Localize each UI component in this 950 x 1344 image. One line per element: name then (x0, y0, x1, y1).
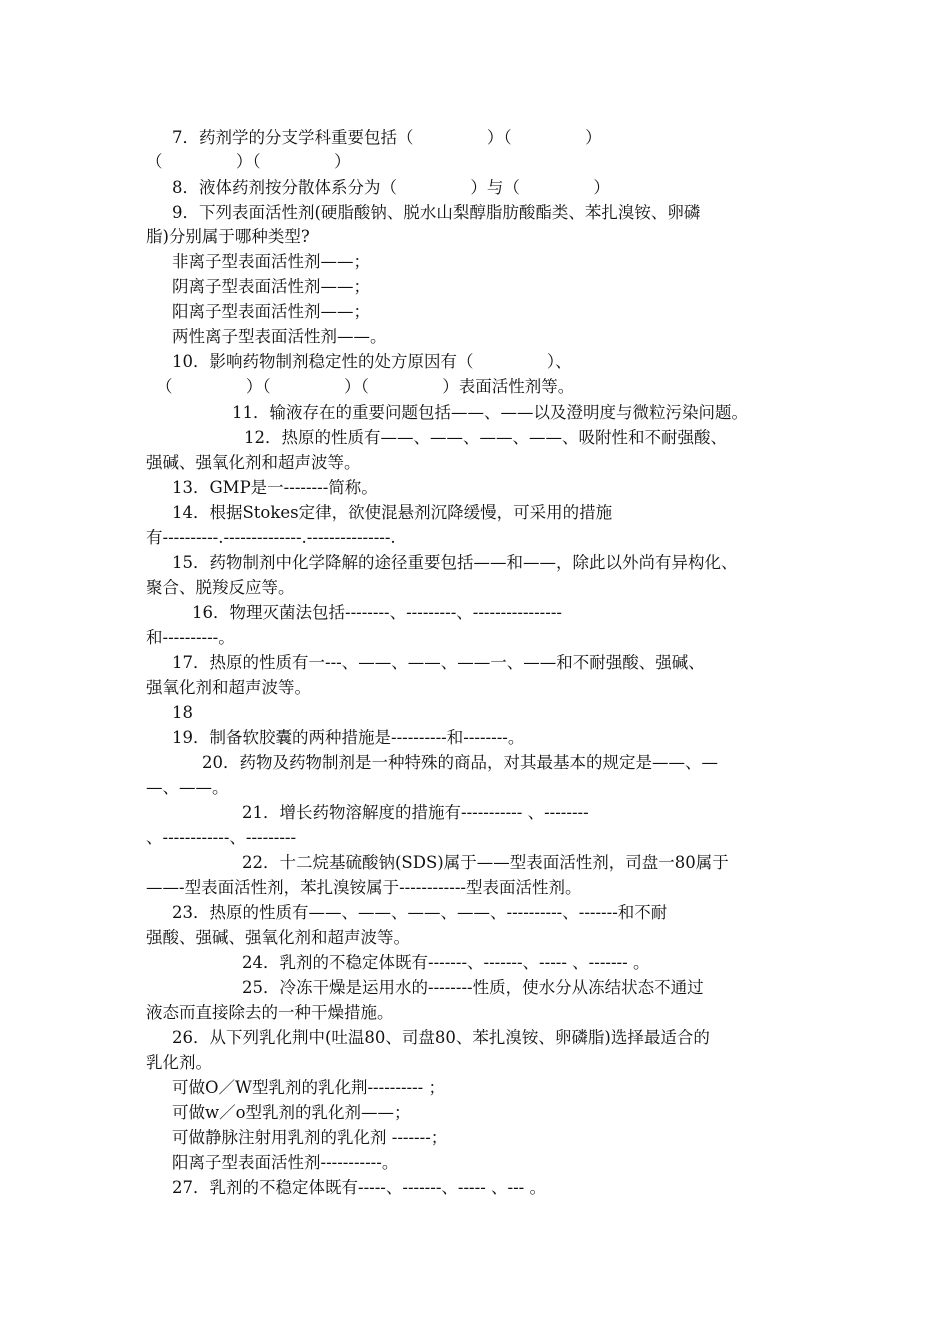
question-25-line-1: 25．冷冻干燥是运用水的--------性质，使水分从冻结状态不通过 (242, 978, 704, 997)
question-8: 8．液体药剂按分散体系分为（ ）与（ ） (172, 178, 610, 197)
question-15-line-1: 15．药物制剂中化学降解的途径重要包括——和——，除此以外尚有异构化、 (172, 553, 738, 572)
question-25-line-2: 液态而直接除去的一种干燥措施。 (146, 1003, 394, 1022)
question-21-line-2: 、------------、--------- (146, 828, 297, 847)
question-13: 13．GMP是一--------简称。 (172, 478, 378, 497)
question-26-line-1: 26．从下列乳化荆中(吐温80、司盘80、苯扎溴铵、卵磷脂)选择最适合的 (172, 1028, 710, 1047)
question-7-line-2: （ ）（ ） (146, 152, 351, 171)
question-15-line-2: 聚合、脱羧反应等。 (146, 578, 295, 597)
question-7-line-1: 7．药剂学的分支学科重要包括（ ）（ ） (172, 128, 602, 147)
question-20-line-2: —、——。 (146, 778, 229, 797)
question-12-line-1: 12．热原的性质有——、——、——、——、吸附性和不耐强酸、 (244, 428, 727, 447)
question-11: 11．输液存在的重要问题包括——、——以及澄明度与微粒污染问题。 (232, 403, 748, 422)
question-22-line-2: ——-型表面活性剂，苯扎溴铵属于------------型表面活性剂。 (146, 878, 582, 897)
question-22-line-1: 22．十二烷基硫酸钠(SDS)属于——型表面活性剂，司盘一80属于 (242, 853, 729, 872)
question-26-wo: 可做w／o型乳剂的乳化剂——； (172, 1103, 411, 1122)
question-9-nonionic: 非离子型表面活性剂——； (172, 252, 370, 271)
question-24: 24．乳剂的不稳定体既有-------、-------、----- 、------- 。 (242, 953, 650, 972)
question-18: 18 (172, 703, 193, 722)
question-9-line-2: 脂)分别属于哪种类型? (146, 227, 310, 246)
question-16-line-2: 和----------。 (146, 628, 235, 647)
question-10-line-1: 10．影响药物制剂稳定性的处方原因有（ ）、 (172, 352, 572, 371)
question-14-line-1: 14．根据Stokes定律，欲使混悬剂沉降缓慢，可采用的措施 (172, 503, 613, 522)
question-26-line-2: 乳化剂。 (146, 1053, 212, 1072)
question-9-cationic: 阳离子型表面活性剂——； (172, 302, 370, 321)
question-23-line-2: 强酸、强碱、强氧化剂和超声波等。 (146, 928, 410, 947)
question-26-iv: 可做静脉注射用乳剂的乳化剂 -------； (172, 1128, 448, 1147)
question-23-line-1: 23．热原的性质有——、——、——、——、----------、-------和不耐 (172, 903, 668, 922)
question-9-anionic: 阴离子型表面活性剂——； (172, 277, 370, 296)
question-14-line-2: 有----------.--------------.---------------. (146, 528, 396, 547)
question-21-line-1: 21．增长药物溶解度的措施有----------- 、-------- (242, 803, 589, 822)
question-26-ow: 可做O／W型乳剂的乳化荆---------- ； (172, 1078, 445, 1097)
question-17-line-1: 17．热原的性质有一---、——、——、——一、——和不耐强酸、强碱、 (172, 653, 705, 672)
question-9-line-1: 9．下列表面活性剂(硬脂酸钠、脱水山梨醇脂肪酸酯类、苯扎溴铵、卵磷 (172, 203, 701, 222)
question-20-line-1: 20．药物及药物制剂是一种特殊的商品，对其最基本的规定是——、— (202, 753, 718, 772)
question-26-cationic: 阳离子型表面活性剂-----------。 (172, 1153, 399, 1172)
question-17-line-2: 强氧化剂和超声波等。 (146, 678, 311, 697)
question-16-line-1: 16．物理灭菌法包括--------、---------、---------------- (192, 603, 562, 622)
question-9-zwitterionic: 两性离子型表面活性剂——。 (172, 327, 387, 346)
question-27: 27．乳剂的不稳定体既有-----、-------、----- 、--- 。 (172, 1178, 546, 1197)
question-12-line-2: 强碱、强氧化剂和超声波等。 (146, 453, 361, 472)
question-19: 19．制备软胶囊的两种措施是----------和--------。 (172, 728, 525, 747)
question-10-line-2: （ ）（ ）（ ）表面活性剂等。 (156, 377, 575, 396)
